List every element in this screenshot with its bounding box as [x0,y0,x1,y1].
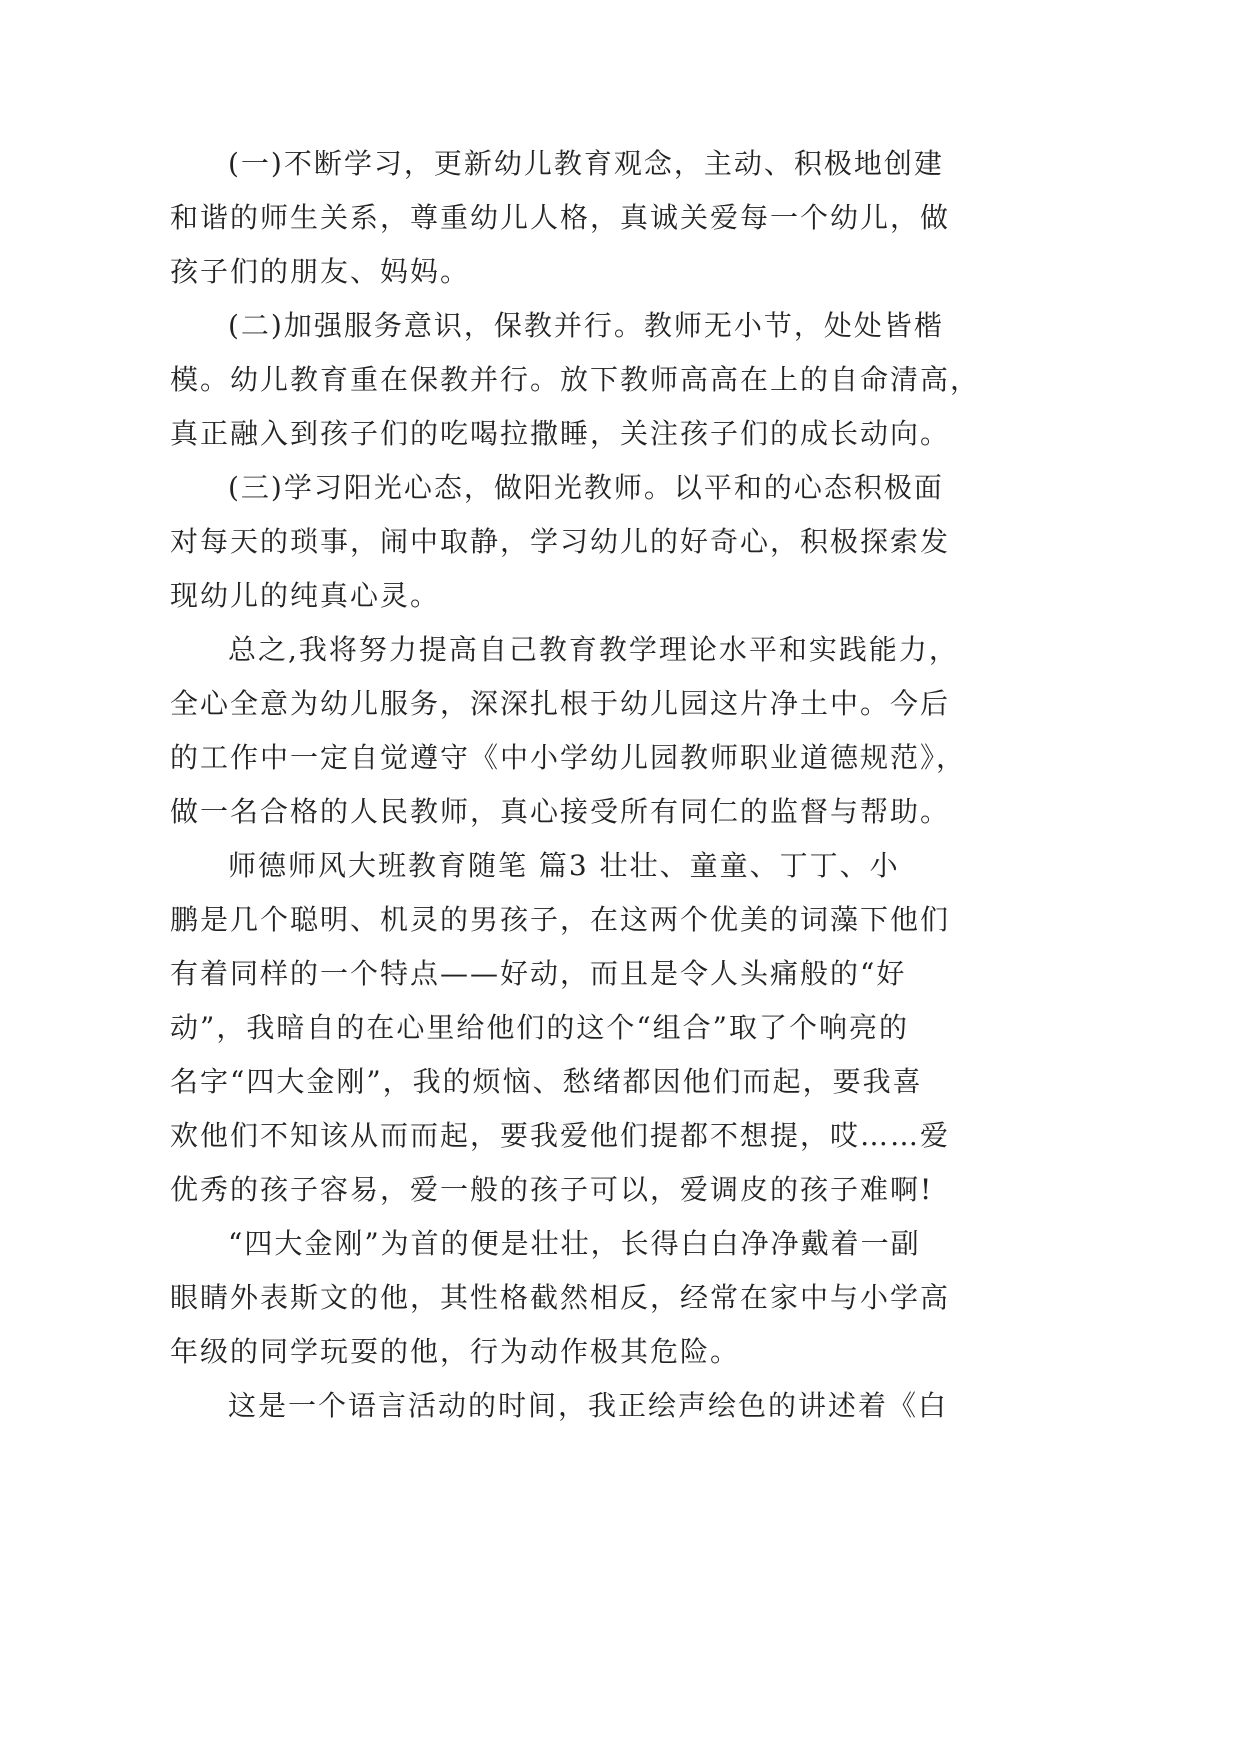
text-line: 年级的同学玩耍的他，行为动作极其危险。 [170,1335,741,1368]
text-line: 真正融入到孩子们的吃喝拉撒睡，关注孩子们的成长动向。 [170,417,951,450]
text-line: 对每天的琐事，闹中取静，学习幼儿的好奇心，积极探索发 [170,525,951,558]
text-line: 现幼儿的纯真心灵。 [170,579,441,612]
text-line: 优秀的孩子容易，爱一般的孩子可以，爱调皮的孩子难啊! [170,1173,934,1206]
text-line: 和谐的师生关系，尊重幼儿人格，真诚关爱每一个幼儿，做 [170,201,951,234]
text-line: 总之,我将努力提高自己教育教学理论水平和实践能力， [228,633,959,666]
text-line: 名字“四大金刚”，我的烦恼、愁绪都因他们而起，要我喜 [170,1065,923,1098]
section-heading-line: 师德师风大班教育随笔 篇3 壮壮、童童、丁丁、小 [228,849,900,882]
text-line: 鹏是几个聪明、机灵的男孩子，在这两个优美的词藻下他们 [170,903,951,936]
text-line: “四大金刚”为首的便是壮壮，长得白白净净戴着一副 [228,1227,921,1260]
text-line: (二)加强服务意识，保教并行。教师无小节，处处皆楷 [228,309,944,342]
text-line: 有着同样的一个特点——好动，而且是令人头痛般的“好 [170,957,907,990]
text-line: 全心全意为幼儿服务，深深扎根于幼儿园这片净土中。今后 [170,687,951,720]
text-line: 欢他们不知该从而而起，要我爱他们提都不想提，哎……爱 [170,1119,951,1152]
text-line: 的工作中一定自觉遵守《中小学幼儿园教师职业道德规范》， [170,741,967,774]
text-line: 眼睛外表斯文的他，其性格截然相反，经常在家中与小学高 [170,1281,951,1314]
text-line: 孩子们的朋友、妈妈。 [170,255,471,288]
text-line: 这是一个语言活动的时间，我正绘声绘色的讲述着《白 [228,1389,949,1422]
text-line: 动”，我暗自的在心里给他们的这个“组合”取了个响亮的 [170,1011,909,1044]
text-line: 做一名合格的人民教师，真心接受所有同仁的监督与帮助。 [170,795,951,828]
text-line: (一)不断学习，更新幼儿教育观念，主动、积极地创建 [228,147,944,180]
text-line: (三)学习阳光心态，做阳光教师。以平和的心态积极面 [228,471,944,504]
text-line: 模。幼儿教育重在保教并行。放下教师高高在上的自命清高， [170,363,981,396]
